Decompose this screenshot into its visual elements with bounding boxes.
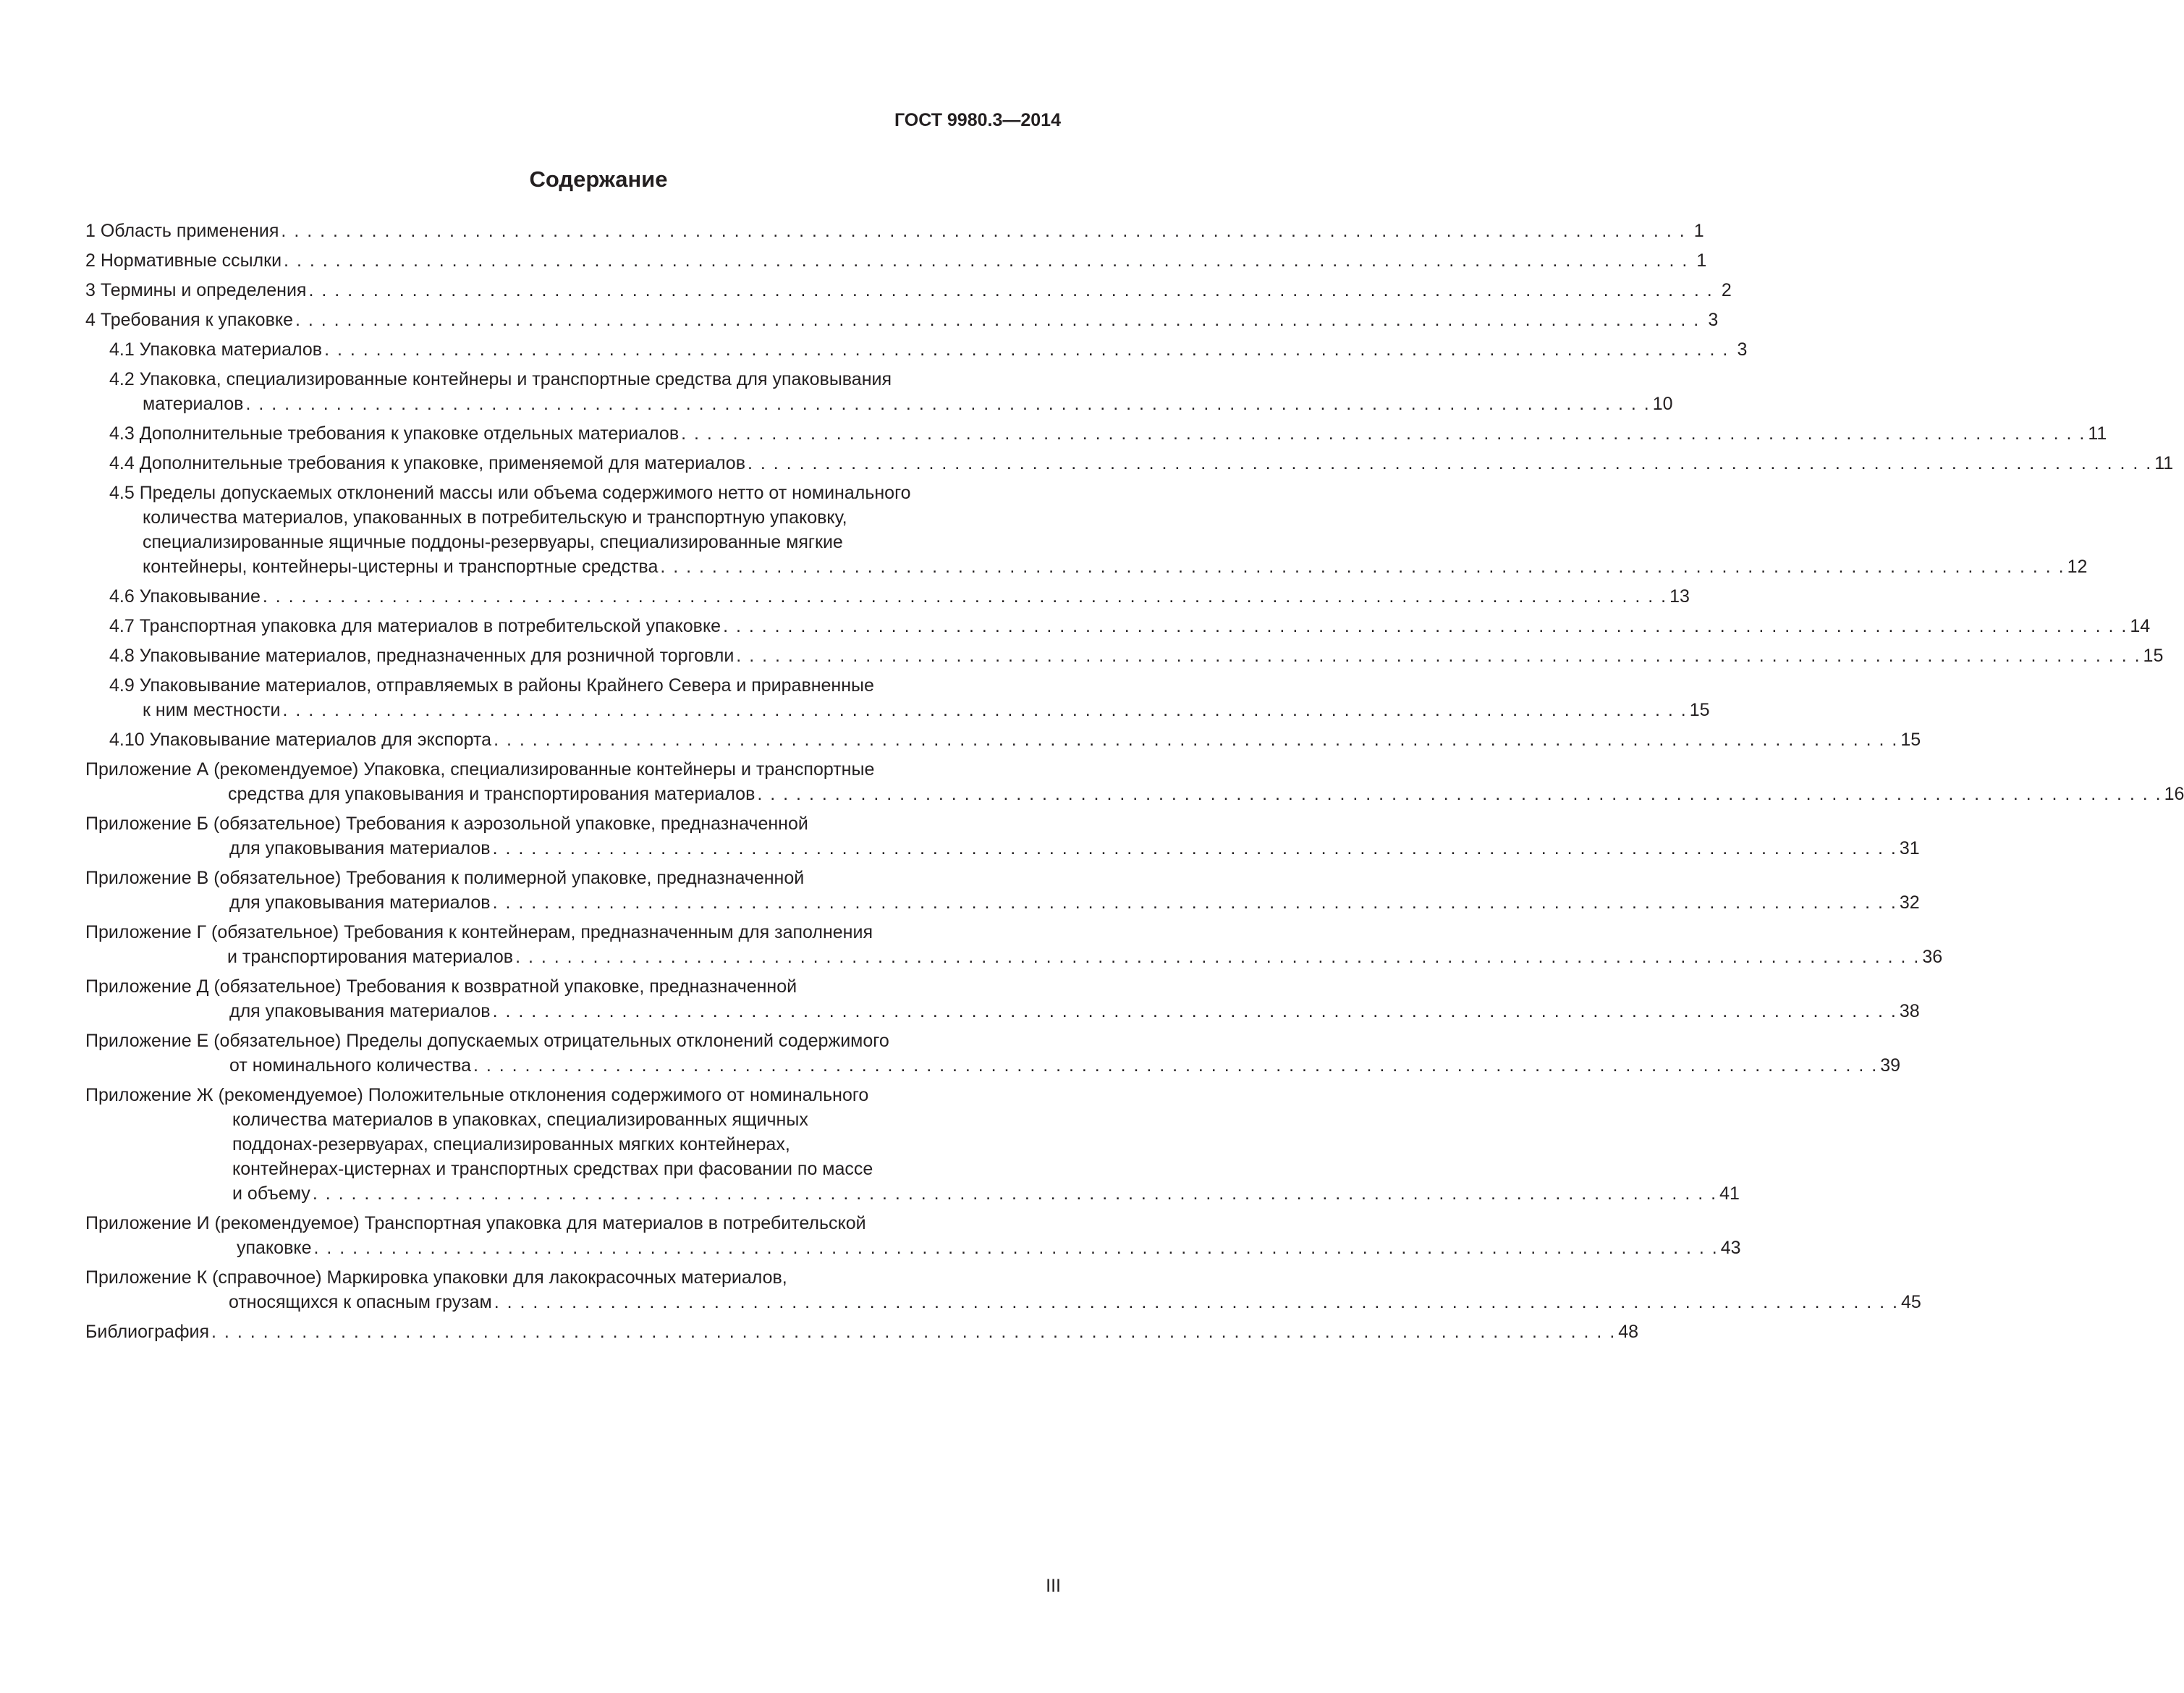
- toc-entry-text: Приложение Г (обязательное) Требования к контейнерам, предназначенным для заполнения: [85, 922, 873, 942]
- toc-entry[interactable]: [85, 1211, 1741, 1260]
- toc-entry-text: 3 Термины и определения: [85, 280, 307, 300]
- toc-entry-text: Приложение К (справочное) Маркировка упаковки для лакокрасочных материалов,: [85, 1267, 787, 1288]
- dot-leader: . . . . . . . . . . . . . . . . . . . . . . . . . . . . . . . . . . . . . . . . . . . . . . . . . . . . . . . . . . . . . . . . . . . . . . . . . . . . . . . . . . . . . . . . . . . . . . . . . . . . . . . . . . . . .: [324, 339, 1730, 360]
- toc-entry-text: 4.9 Упаковывание материалов, отправляемых в районы Крайнего Севера и приравненные: [109, 675, 874, 696]
- page-number: III: [1046, 1576, 1061, 1596]
- toc-entry-text: относящихся к опасным грузам: [229, 1292, 492, 1312]
- toc-entry[interactable]: [85, 1265, 1921, 1314]
- toc-entry-text: для упаковывания материалов: [229, 1001, 491, 1021]
- toc-entry[interactable]: [85, 1320, 1639, 1344]
- toc-page-number: 1: [1693, 221, 1704, 241]
- toc-entry-text: Приложение Ж (рекомендуемое) Положительные отклонения содержимого от номинального: [85, 1085, 869, 1105]
- toc-page-number: 11: [2088, 423, 2107, 444]
- toc-entry-text: 4.10 Упаковывание материалов для экспорта: [109, 730, 492, 750]
- toc-page-number: 14: [2130, 616, 2151, 636]
- toc-page-number: 39: [1880, 1055, 1901, 1076]
- toc-entry-text: Библиография: [85, 1322, 210, 1342]
- toc-entry-text: Приложение А (рекомендуемое) Упаковка, специализированные контейнеры и транспортные: [85, 759, 875, 780]
- toc-entry-text: 4 Требования к упаковке: [85, 310, 293, 330]
- toc-entry[interactable]: [85, 248, 1707, 273]
- toc-entry-text: Приложение Е (обязательное) Пределы допускаемых отрицательных отклонений содержимого: [85, 1031, 889, 1051]
- toc-entry[interactable]: [85, 481, 2088, 579]
- toc-entry-text: количества материалов в упаковках, специализированных ящичных: [232, 1110, 808, 1130]
- toc-entry-text: и транспортирования материалов: [227, 947, 514, 967]
- toc-page-number: 45: [1900, 1292, 1921, 1312]
- toc-page-number: 48: [1618, 1322, 1639, 1342]
- dot-leader: . . . . . . . . . . . . . . . . . . . . . . . . . . . . . . . . . . . . . . . . . . . . . . . . . . . . . . . . . . . . . . . . . . . . . . . . . . . . . . . . . . . . . . . . . . . . . . . . . . . . . . . . . . . . .: [492, 892, 1897, 913]
- toc-entry-text: для упаковывания материалов: [229, 892, 491, 913]
- dot-leader: . . . . . . . . . . . . . . . . . . . . . . . . . . . . . . . . . . . . . . . . . . . . . . . . . . . . . . . . . . . . . . . . . . . . . . . . . . . . . . . . . . . . . . . . . . . . . . . . . . . . . . . . . . . . .: [757, 784, 2162, 804]
- toc-entry-text: 4.7 Транспортная упаковка для материалов в потребительской упаковке: [109, 616, 721, 636]
- toc-entry-text: специализированные ящичные поддоны-резервуары, специализированные мягкие: [143, 532, 843, 552]
- toc-page-number: 13: [1669, 586, 1690, 607]
- dot-leader: . . . . . . . . . . . . . . . . . . . . . . . . . . . . . . . . . . . . . . . . . . . . . . . . . . . . . . . . . . . . . . . . . . . . . . . . . . . . . . . . . . . . . . . . . . . . . . . . . . . . . . . . . . . . .: [281, 221, 1686, 241]
- dot-leader: . . . . . . . . . . . . . . . . . . . . . . . . . . . . . . . . . . . . . . . . . . . . . . . . . . . . . . . . . . . . . . . . . . . . . . . . . . . . . . . . . . . . . . . . . . . . . . . . . . . . . . . . . . . . .: [312, 1183, 1718, 1204]
- toc-page-number: 10: [1652, 394, 1673, 414]
- toc-page-number: 15: [2143, 646, 2164, 666]
- toc-page-number: 3: [1708, 310, 1719, 330]
- toc-page-number: 3: [1737, 339, 1748, 360]
- dot-leader: . . . . . . . . . . . . . . . . . . . . . . . . . . . . . . . . . . . . . . . . . . . . . . . . . . . . . . . . . . . . . . . . . . . . . . . . . . . . . . . . . . . . . . . . . . . . . . . . . . . . . . . . . . . . .: [736, 646, 2141, 666]
- toc-entry[interactable]: [85, 757, 2184, 806]
- toc-entry-text: для упаковывания материалов: [229, 838, 491, 858]
- toc-page-number: 43: [1720, 1238, 1741, 1258]
- toc-entry-text: к ним местности: [143, 700, 281, 720]
- dot-leader: . . . . . . . . . . . . . . . . . . . . . . . . . . . . . . . . . . . . . . . . . . . . . . . . . . . . . . . . . . . . . . . . . . . . . . . . . . . . . . . . . . . . . . . . . . . . . . . . . . . . . . . . . . . . .: [245, 394, 1651, 414]
- toc-entry[interactable]: [85, 811, 1920, 861]
- dot-leader: . . . . . . . . . . . . . . . . . . . . . . . . . . . . . . . . . . . . . . . . . . . . . . . . . . . . . . . . . . . . . . . . . . . . . . . . . . . . . . . . . . . . . . . . . . . . . . . . . . . . . . . . . . . . .: [295, 310, 1701, 330]
- toc-entry-text: 1 Область применения: [85, 221, 279, 241]
- dot-leader: . . . . . . . . . . . . . . . . . . . . . . . . . . . . . . . . . . . . . . . . . . . . . . . . . . . . . . . . . . . . . . . . . . . . . . . . . . . . . . . . . . . . . . . . . . . . . . . . . . . . . . . . . . . . .: [211, 1322, 1617, 1342]
- toc-entry-text: контейнеры, контейнеры-цистерны и транспортные средства: [143, 557, 659, 577]
- dot-leader: . . . . . . . . . . . . . . . . . . . . . . . . . . . . . . . . . . . . . . . . . . . . . . . . . . . . . . . . . . . . . . . . . . . . . . . . . . . . . . . . . . . . . . . . . . . . . . . . . . . . . . . . . . . . .: [494, 1292, 1899, 1312]
- dot-leader: . . . . . . . . . . . . . . . . . . . . . . . . . . . . . . . . . . . . . . . . . . . . . . . . . . . . . . . . . . . . . . . . . . . . . . . . . . . . . . . . . . . . . . . . . . . . . . . . . . . . . . . . . . . . .: [473, 1055, 1879, 1076]
- toc-page-number: 31: [1899, 838, 1920, 858]
- toc-entry[interactable]: [85, 584, 1690, 609]
- toc-entry-text: количества материалов, упакованных в потребительскую и транспортную упаковку,: [143, 507, 847, 528]
- toc-entry[interactable]: [85, 614, 2151, 638]
- toc-page-number: 1: [1696, 250, 1707, 271]
- toc-entry[interactable]: [85, 421, 2107, 446]
- dot-leader: . . . . . . . . . . . . . . . . . . . . . . . . . . . . . . . . . . . . . . . . . . . . . . . . . . . . . . . . . . . . . . . . . . . . . . . . . . . . . . . . . . . . . . . . . . . . . . . . . . . . . . . . . . . . .: [308, 280, 1714, 300]
- dot-leader: . . . . . . . . . . . . . . . . . . . . . . . . . . . . . . . . . . . . . . . . . . . . . . . . . . . . . . . . . . . . . . . . . . . . . . . . . . . . . . . . . . . . . . . . . . . . . . . . . . . . . . . . . . . . .: [494, 730, 1899, 750]
- toc-entry[interactable]: [85, 673, 1710, 722]
- toc-entry-text: средства для упаковывания и транспортирования материалов: [228, 784, 755, 804]
- standard-code: ГОСТ 9980.3—2014: [894, 110, 1061, 130]
- toc-entry-text: 4.6 Упаковывание: [109, 586, 261, 607]
- toc-entry-text: контейнерах-цистернах и транспортных средствах при фасовании по массе: [232, 1159, 873, 1179]
- toc-entry-text: поддонах-резервуарах, специализированных мягких контейнерах,: [232, 1134, 790, 1154]
- toc-page-number: 36: [1922, 947, 1943, 967]
- toc-page-number: 2: [1721, 280, 1732, 300]
- toc-entry-text: 2 Нормативные ссылки: [85, 250, 282, 271]
- dot-leader: . . . . . . . . . . . . . . . . . . . . . . . . . . . . . . . . . . . . . . . . . . . . . . . . . . . . . . . . . . . . . . . . . . . . . . . . . . . . . . . . . . . . . . . . . . . . . . . . . . . . . . . . . . . . .: [515, 947, 1921, 967]
- toc-page-number: 38: [1899, 1001, 1920, 1021]
- toc-page-number: 15: [1689, 700, 1710, 720]
- toc-entry-text: 4.2 Упаковка, специализированные контейнеры и транспортные средства для упаковывания: [109, 369, 892, 389]
- toc-page-number: 15: [1900, 730, 1921, 750]
- toc-entry[interactable]: [85, 451, 2174, 476]
- page-title: Содержание: [529, 166, 668, 192]
- toc-entry[interactable]: [85, 1083, 1740, 1206]
- toc-entry[interactable]: [85, 337, 1748, 362]
- toc-entry[interactable]: [85, 219, 1704, 243]
- toc-page-number: 11: [2154, 453, 2174, 473]
- toc-page-number: 41: [1719, 1183, 1740, 1204]
- toc-entry-text: 4.8 Упаковывание материалов, предназначенных для розничной торговли: [109, 646, 735, 666]
- dot-leader: . . . . . . . . . . . . . . . . . . . . . . . . . . . . . . . . . . . . . . . . . . . . . . . . . . . . . . . . . . . . . . . . . . . . . . . . . . . . . . . . . . . . . . . . . . . . . . . . . . . . . . . . . . . . .: [492, 838, 1897, 858]
- toc-entry-text: Приложение И (рекомендуемое) Транспортная упаковка для материалов в потребительской: [85, 1213, 866, 1233]
- toc-entry-text: 4.4 Дополнительные требования к упаковке, применяемой для материалов: [109, 453, 745, 473]
- toc-entry-text: упаковке: [237, 1238, 312, 1258]
- dot-leader: . . . . . . . . . . . . . . . . . . . . . . . . . . . . . . . . . . . . . . . . . . . . . . . . . . . . . . . . . . . . . . . . . . . . . . . . . . . . . . . . . . . . . . . . . . . . . . . . . . . . . . . . . . . . .: [681, 423, 2086, 444]
- toc-entry-text: и объему: [232, 1183, 310, 1204]
- toc-entry[interactable]: [85, 866, 1920, 915]
- toc-entry-text: Приложение В (обязательное) Требования к полимерной упаковке, предназначенной: [85, 868, 805, 888]
- dot-leader: . . . . . . . . . . . . . . . . . . . . . . . . . . . . . . . . . . . . . . . . . . . . . . . . . . . . . . . . . . . . . . . . . . . . . . . . . . . . . . . . . . . . . . . . . . . . . . . . . . . . . . . . . . . . .: [660, 557, 2065, 577]
- toc-entry[interactable]: [85, 367, 1673, 416]
- toc-entry-text: Приложение Б (обязательное) Требования к аэрозольной упаковке, предназначенной: [85, 814, 808, 834]
- table-of-contents: [85, 219, 2184, 1349]
- toc-page-number: 12: [2067, 557, 2088, 577]
- toc-entry-text: 4.5 Пределы допускаемых отклонений массы или объема содержимого нетто от номинального: [109, 483, 911, 503]
- toc-page-number: 32: [1899, 892, 1920, 913]
- toc-entry-text: от номинального количества: [229, 1055, 471, 1076]
- dot-leader: . . . . . . . . . . . . . . . . . . . . . . . . . . . . . . . . . . . . . . . . . . . . . . . . . . . . . . . . . . . . . . . . . . . . . . . . . . . . . . . . . . . . . . . . . . . . . . . . . . . . . . . . . . . . .: [492, 1001, 1897, 1021]
- dot-leader: . . . . . . . . . . . . . . . . . . . . . . . . . . . . . . . . . . . . . . . . . . . . . . . . . . . . . . . . . . . . . . . . . . . . . . . . . . . . . . . . . . . . . . . . . . . . . . . . . . . . . . . . . . . . .: [723, 616, 2128, 636]
- dot-leader: . . . . . . . . . . . . . . . . . . . . . . . . . . . . . . . . . . . . . . . . . . . . . . . . . . . . . . . . . . . . . . . . . . . . . . . . . . . . . . . . . . . . . . . . . . . . . . . . . . . . . . . . . . . . .: [748, 453, 2153, 473]
- dot-leader: . . . . . . . . . . . . . . . . . . . . . . . . . . . . . . . . . . . . . . . . . . . . . . . . . . . . . . . . . . . . . . . . . . . . . . . . . . . . . . . . . . . . . . . . . . . . . . . . . . . . . . . . . . . . .: [282, 700, 1688, 720]
- toc-entry[interactable]: [85, 308, 1719, 332]
- toc-entry[interactable]: [85, 920, 1943, 969]
- toc-page-number: 16: [2164, 784, 2184, 804]
- toc-entry[interactable]: [85, 974, 1920, 1023]
- toc-entry-text: 4.1 Упаковка материалов: [109, 339, 323, 360]
- toc-entry[interactable]: [85, 643, 2164, 668]
- dot-leader: . . . . . . . . . . . . . . . . . . . . . . . . . . . . . . . . . . . . . . . . . . . . . . . . . . . . . . . . . . . . . . . . . . . . . . . . . . . . . . . . . . . . . . . . . . . . . . . . . . . . . . . . . . . . .: [313, 1238, 1719, 1258]
- toc-entry[interactable]: [85, 727, 1921, 752]
- toc-entry-text: 4.3 Дополнительные требования к упаковке отдельных материалов: [109, 423, 680, 444]
- dot-leader: . . . . . . . . . . . . . . . . . . . . . . . . . . . . . . . . . . . . . . . . . . . . . . . . . . . . . . . . . . . . . . . . . . . . . . . . . . . . . . . . . . . . . . . . . . . . . . . . . . . . . . . . . . . . .: [262, 586, 1668, 607]
- toc-entry-text: материалов: [143, 394, 244, 414]
- toc-entry[interactable]: [85, 278, 1732, 303]
- dot-leader: . . . . . . . . . . . . . . . . . . . . . . . . . . . . . . . . . . . . . . . . . . . . . . . . . . . . . . . . . . . . . . . . . . . . . . . . . . . . . . . . . . . . . . . . . . . . . . . . . . . . . . . . . . . . .: [284, 250, 1689, 271]
- toc-entry[interactable]: [85, 1029, 1901, 1078]
- toc-entry-text: Приложение Д (обязательное) Требования к возвратной упаковке, предназначенной: [85, 976, 797, 997]
